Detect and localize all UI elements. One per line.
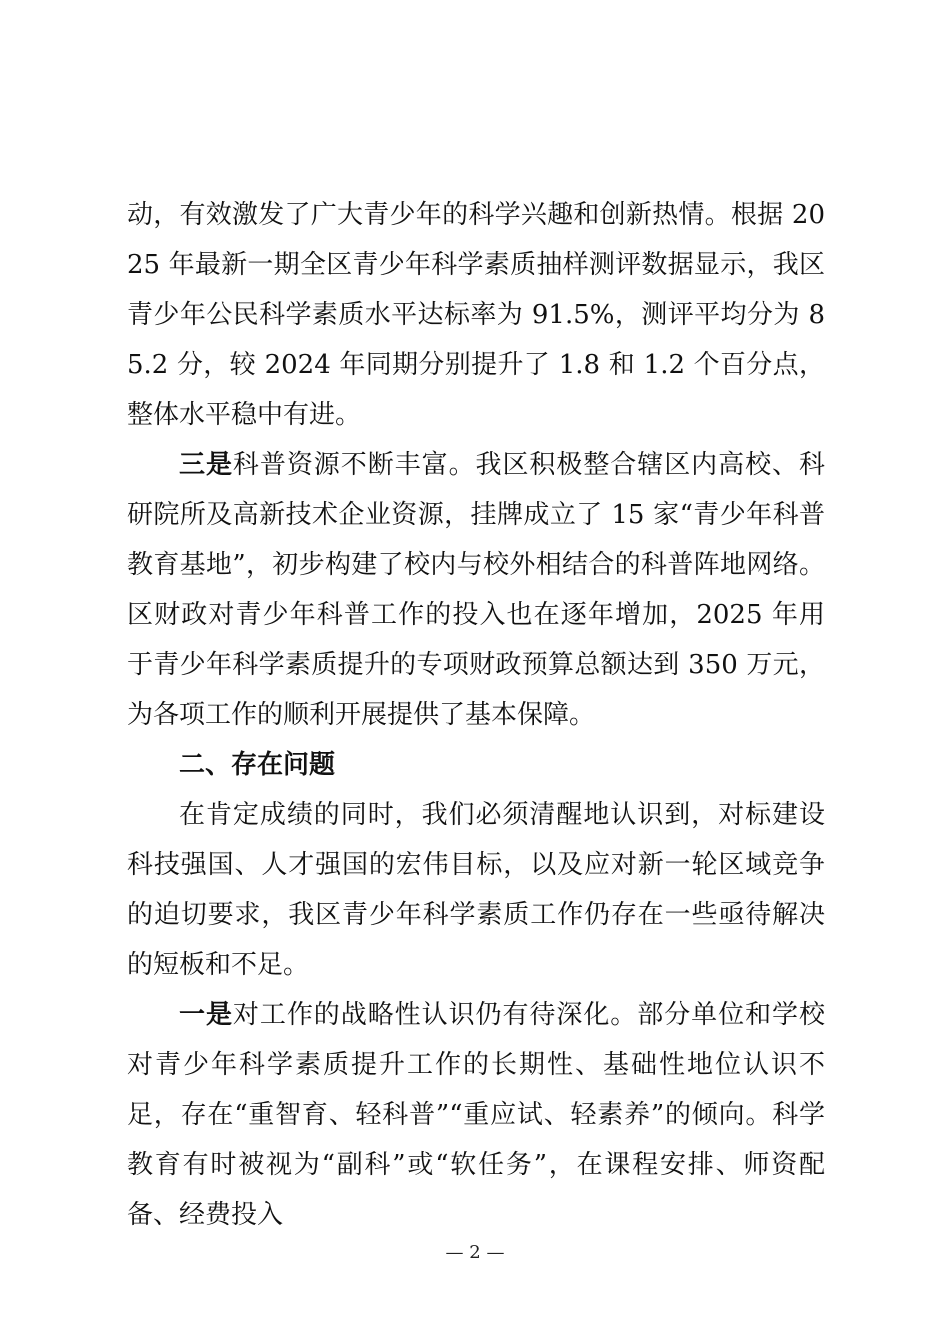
section-heading: 二、存在问题 — [179, 750, 336, 780]
paragraph-4 — [127, 990, 825, 1240]
paragraph-2-lead: 三是 — [179, 450, 233, 480]
paragraph-3: 在肯定成绩的同时，我们必须清醒地认识到，对标建设科技强国、人才强国的宏伟目标，以及应对新一轮区域竞争的迫切要求，我区青少年科学素质工作仍存在一些亟待解决的短板和不足。 — [127, 800, 825, 980]
paragraph-4-lead: 一是 — [179, 1000, 233, 1030]
paragraph-2-text: 科普资源不断丰富。我区积极整合辖区内高校、科研院所及高新技术企业资源，挂牌成立了 15 家“青少年科普教育基地”，初步构建了校内与校外相结合的科普阵地网络。区财政对青少年科普工作的投入也在逐年增加，2025 年用于青少年科学素质提升的专项财政预算总额达到 350 万元，为各项工作的顺利开展提供了基本保障。 — [127, 450, 825, 730]
paragraph-2 — [127, 440, 825, 740]
paragraph-1: 动，有效激发了广大青少年的科学兴趣和创新热情。根据 2025 年最新一期全区青少年科学素质抽样测评数据显示，我区青少年公民科学素质水平达标率为 91.5%，测评平均分为 85.2 分，较 2024 年同期分别提升了 1.8 和 1.2 个百分点，整体水平稳中有进。 — [127, 200, 825, 430]
document-body — [127, 190, 825, 1240]
paragraph-4-text: 对工作的战略性认识仍有待深化。部分单位和学校对青少年科学素质提升工作的长期性、基础性地位认识不足，存在“重智育、轻科普”“重应试、轻素养”的倾向。科学教育有时被视为“副科”或“软任务”，在课程安排、师资配备、经费投入 — [127, 1000, 825, 1230]
page-number: — 2 — — [445, 1242, 505, 1263]
